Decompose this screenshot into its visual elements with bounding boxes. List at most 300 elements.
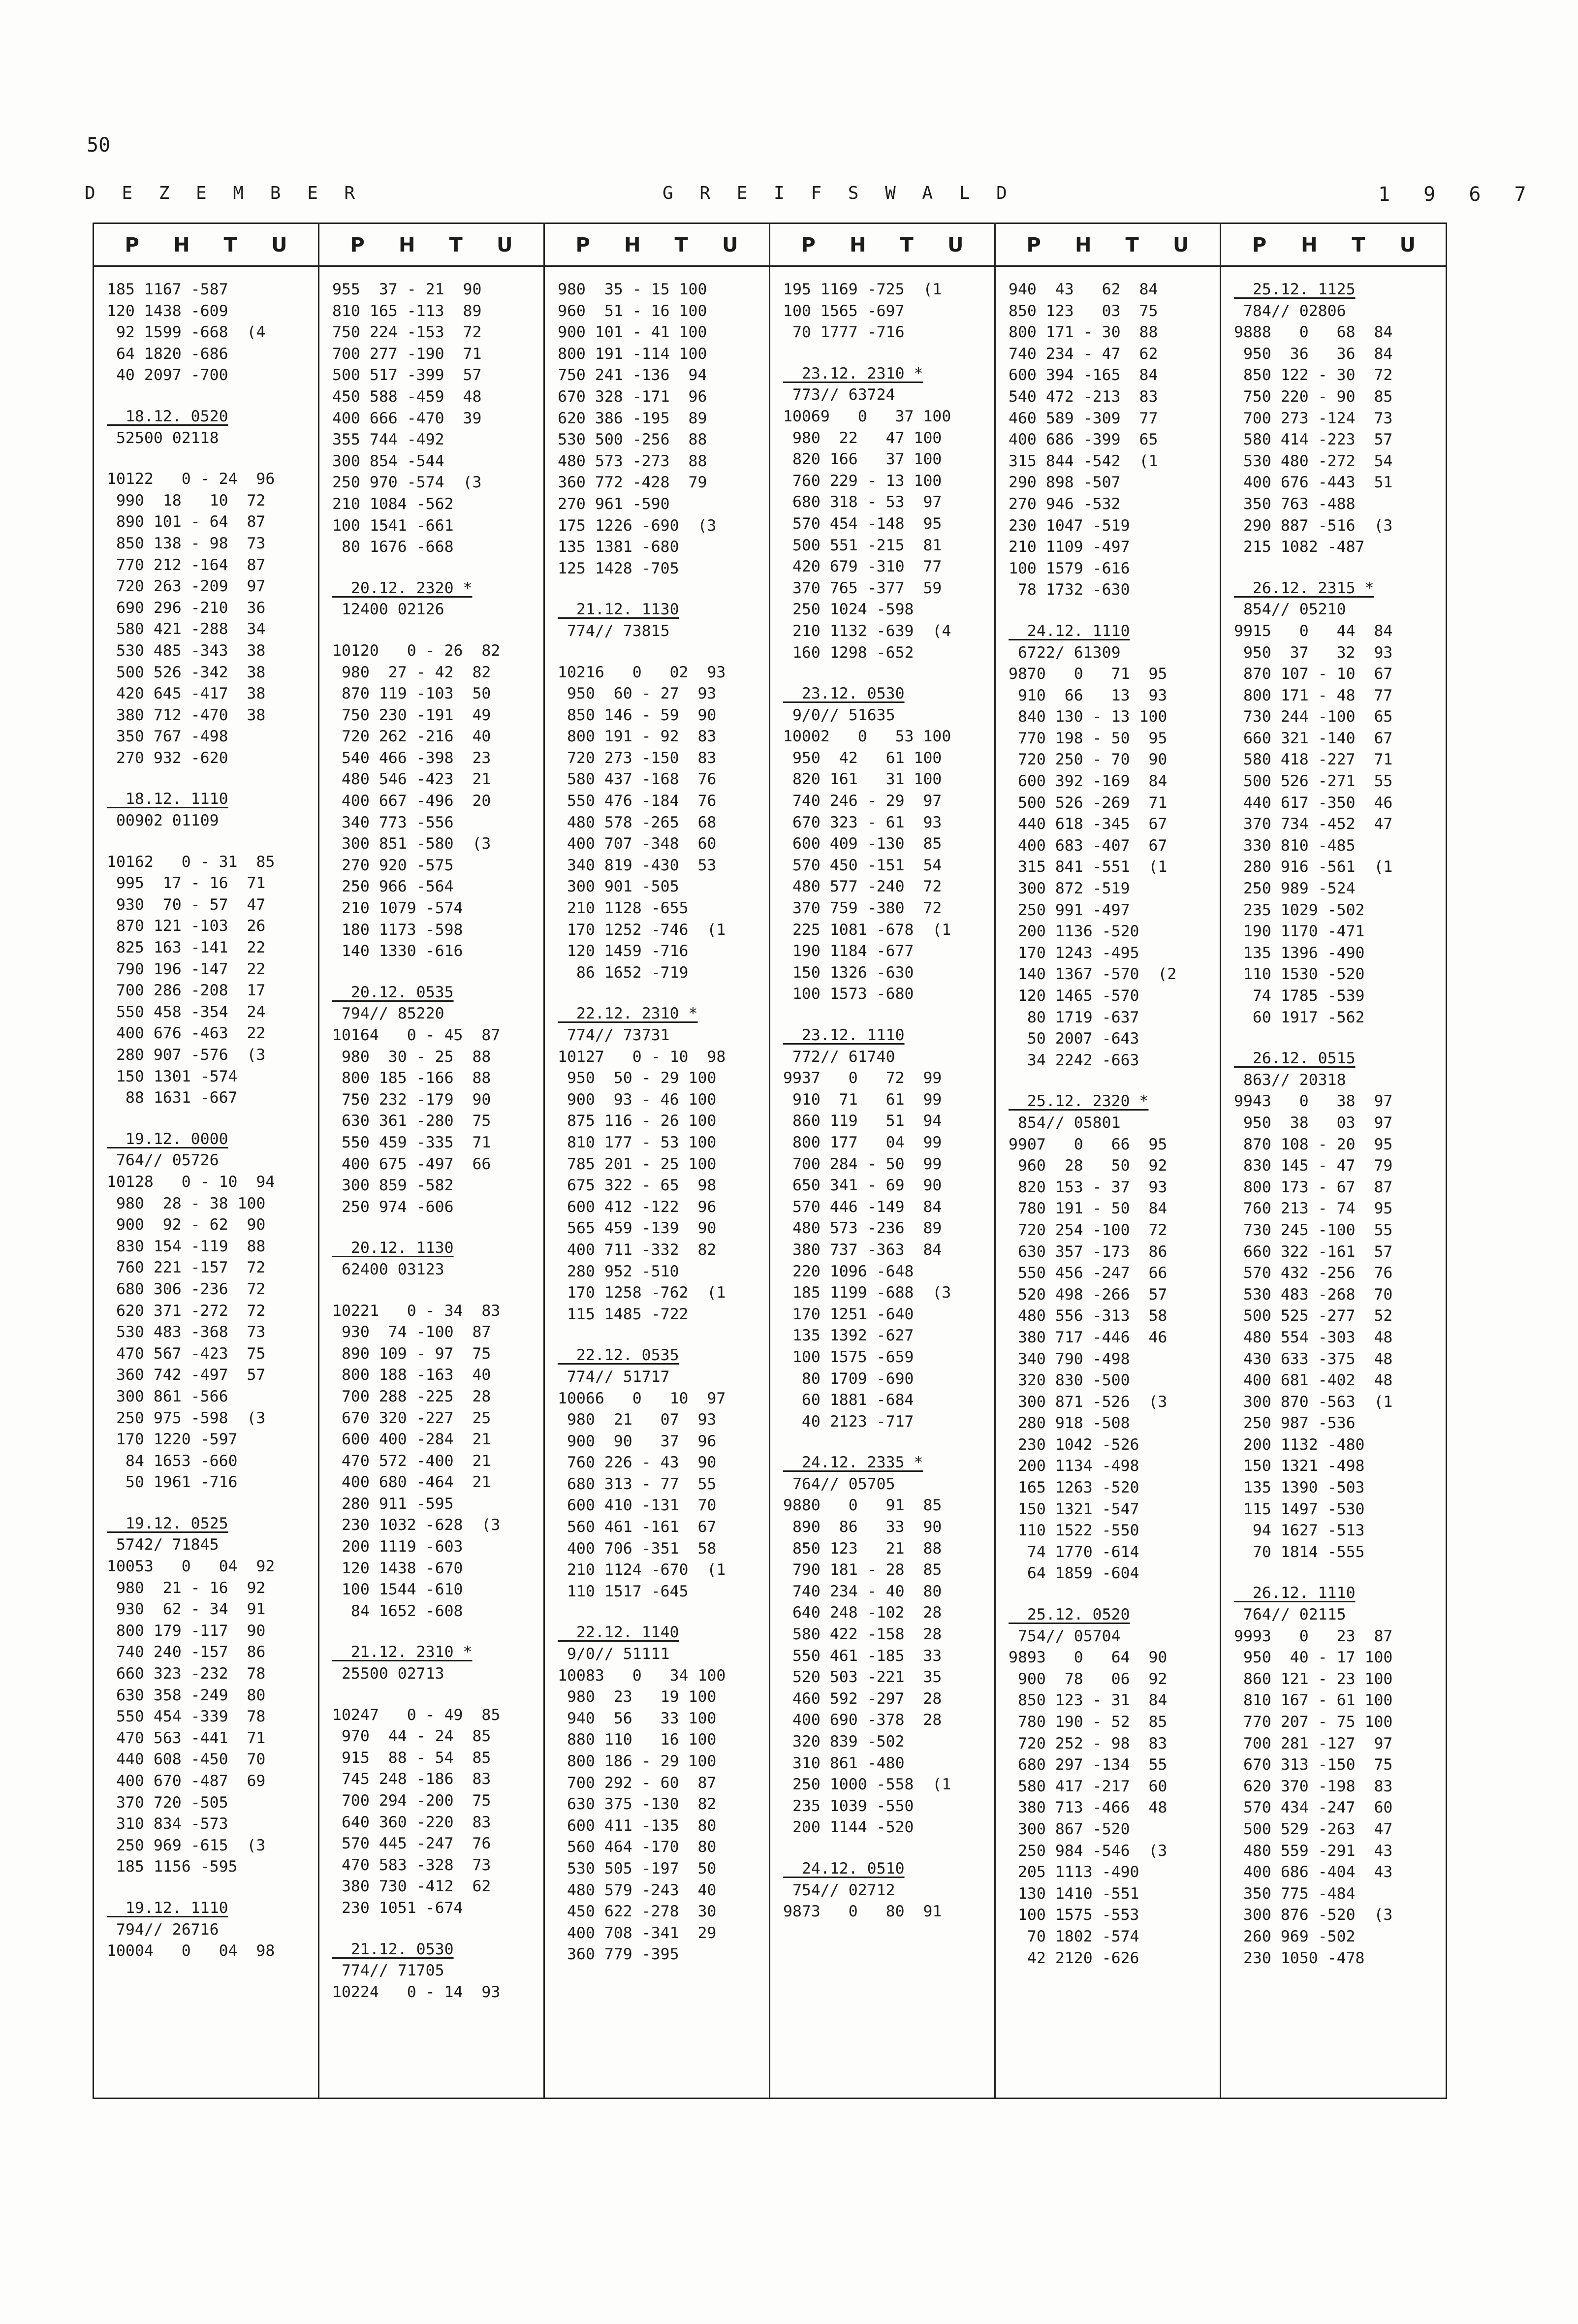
data-row: 125 1428 -705 [558, 559, 679, 577]
data-row: 980 35 - 15 100 [558, 281, 707, 298]
data-row: 740 240 -157 86 [107, 1643, 266, 1661]
data-row: 9880 0 91 85 [783, 1496, 942, 1515]
data-row: 270 932 -620 [107, 749, 228, 767]
data-row: 790 181 - 28 85 [783, 1561, 942, 1579]
data-row: 380 737 -363 84 [783, 1241, 942, 1259]
data-row: 42 2120 -626 [1009, 1949, 1139, 1967]
spacer [770, 664, 994, 683]
data-row: 670 328 -171 96 [558, 387, 707, 406]
data-row: 280 911 -595 [332, 1495, 454, 1513]
data-row: 110 1517 -645 [558, 1582, 689, 1600]
data-row: 200 1134 -498 [1009, 1457, 1139, 1475]
spacer [319, 558, 543, 578]
data-row: 34 2242 -663 [1009, 1051, 1139, 1069]
data-row: 440 618 -345 67 [1009, 815, 1168, 833]
data-row: 115 1485 -722 [558, 1305, 689, 1323]
data-row: 235 1039 -550 [783, 1797, 914, 1815]
data-row: 670 320 -227 25 [332, 1409, 491, 1427]
data-row: 850 123 03 75 [1009, 302, 1158, 320]
data-row: 530 480 -272 54 [1234, 452, 1393, 470]
data-row: 250 991 -497 [1009, 901, 1130, 919]
data-row: 810 165 -113 89 [332, 302, 482, 320]
data-row: 530 483 -268 70 [1234, 1285, 1393, 1304]
data-row: 40 2123 -717 [783, 1412, 914, 1431]
data-row: 400 681 -402 48 [1234, 1371, 1393, 1390]
data-row: 774// 73731 [558, 1026, 670, 1044]
column-header-p: P [350, 234, 365, 256]
data-row: 400 666 -470 39 [332, 409, 482, 427]
data-row: 140 1330 -616 [332, 942, 463, 960]
data-row: 340 773 -556 [332, 813, 454, 831]
data-row: 980 21 - 16 92 [107, 1579, 266, 1597]
data-row: 400 690 -378 28 [783, 1711, 942, 1729]
column-header-labels [770, 234, 994, 256]
data-row: 670 323 - 61 93 [783, 813, 942, 831]
data-row: 170 1220 -597 [107, 1431, 238, 1449]
data-row: 850 122 - 30 72 [1234, 366, 1393, 384]
data-row: 730 244 -100 65 [1234, 708, 1393, 726]
data-row: 470 583 -328 73 [332, 1856, 491, 1874]
data-row: 950 38 03 97 [1234, 1114, 1393, 1132]
spacer [94, 1494, 318, 1513]
column-body [545, 265, 769, 2098]
column-body [1221, 265, 1447, 2098]
data-row: 550 456 -247 66 [1009, 1264, 1168, 1282]
data-row: 580 437 -168 76 [558, 770, 717, 789]
data-row: 530 485 -343 38 [107, 641, 266, 660]
column-header-labels [319, 234, 543, 256]
column-header-u: U [722, 234, 738, 256]
data-row: 580 422 -158 28 [783, 1625, 942, 1644]
data-row: 10120 0 - 26 82 [332, 641, 501, 660]
data-row: 620 386 -195 89 [558, 409, 707, 427]
sounding-date-time: 25.12. 2320 * [1009, 1092, 1149, 1111]
data-row: 170 1243 -495 [1009, 944, 1139, 962]
data-row: 195 1169 -725 (1 [783, 281, 942, 298]
column-header-u: U [1399, 234, 1416, 256]
data-row: 9943 0 38 97 [1234, 1092, 1393, 1111]
data-row: 340 819 -430 53 [558, 856, 717, 874]
data-row: 820 161 31 100 [783, 770, 942, 789]
data-row: 10128 0 - 10 94 [107, 1173, 275, 1191]
spacer [770, 344, 994, 363]
data-row: 78 1732 -630 [1009, 581, 1130, 599]
data-row: 900 92 - 62 90 [107, 1216, 266, 1234]
data-row: 70 1777 -716 [783, 323, 905, 342]
data-row: 370 720 -505 [107, 1793, 228, 1812]
data-row: 860 121 - 23 100 [1234, 1670, 1393, 1688]
data-row: 520 498 -266 57 [1009, 1285, 1168, 1304]
spacer [770, 1005, 994, 1025]
data-row: 135 1381 -680 [558, 538, 679, 556]
data-row: 400 683 -407 67 [1009, 836, 1168, 855]
data-row: 854// 05801 [1009, 1114, 1121, 1132]
data-row: 280 916 -561 (1 [1234, 858, 1393, 876]
data-row: 370 734 -452 47 [1234, 815, 1393, 833]
data-row: 440 617 -350 46 [1234, 794, 1393, 812]
data-row: 900 101 - 41 100 [558, 323, 707, 342]
data-row: 400 708 -341 29 [558, 1924, 717, 1942]
data-row: 950 50 - 29 100 [558, 1069, 717, 1087]
data-row: 774// 73815 [558, 622, 670, 640]
data-row: 230 1047 -519 [1009, 516, 1130, 535]
data-row: 530 505 -197 50 [558, 1859, 717, 1878]
data-row: 94 1627 -513 [1234, 1522, 1365, 1540]
data-row: 25500 02713 [332, 1665, 444, 1683]
data-row: 380 717 -446 46 [1009, 1328, 1168, 1346]
sounding-date-time: 26.12. 2315 * [1234, 579, 1374, 597]
data-row: 310 834 -573 [107, 1815, 228, 1833]
data-row: 630 357 -173 86 [1009, 1242, 1168, 1261]
table-column-1 [94, 224, 319, 2098]
data-row: 830 154 -119 88 [107, 1237, 266, 1255]
data-row: 500 526 -269 71 [1009, 794, 1168, 812]
data-row: 380 713 -466 48 [1009, 1799, 1168, 1817]
data-row: 210 1132 -639 (4 [783, 622, 951, 640]
data-row: 720 252 - 98 83 [1009, 1734, 1168, 1752]
column-body [996, 265, 1220, 2098]
data-row: 880 110 16 100 [558, 1731, 717, 1749]
sounding-date-time: 20.12. 1130 [332, 1239, 454, 1257]
data-row: 380 712 -470 38 [107, 706, 266, 724]
data-row: 460 589 -309 77 [1009, 409, 1158, 427]
data-row: 980 27 - 42 82 [332, 663, 491, 681]
data-row: 580 421 -288 34 [107, 620, 266, 638]
column-header-h: H [624, 234, 641, 256]
data-row: 890 101 - 64 87 [107, 513, 266, 531]
data-row: 550 461 -185 33 [783, 1647, 942, 1665]
table-column-3 [545, 224, 770, 2098]
column-header-labels [94, 234, 318, 256]
data-row: 930 70 - 57 47 [107, 895, 266, 914]
data-row: 330 810 -485 [1234, 836, 1356, 855]
data-row: 460 592 -297 28 [783, 1689, 942, 1708]
data-row: 600 394 -165 84 [1009, 366, 1158, 384]
data-row: 630 361 -280 75 [332, 1112, 491, 1130]
data-row: 900 90 37 96 [558, 1432, 717, 1450]
data-row: 400 670 -487 69 [107, 1772, 266, 1790]
data-row: 80 1676 -668 [332, 538, 454, 556]
column-header-h: H [398, 234, 415, 256]
data-row: 230 1042 -526 [1009, 1435, 1139, 1454]
data-row: 764// 05705 [783, 1475, 895, 1493]
sounding-date-time: 18.12. 0520 [107, 407, 228, 425]
data-row: 80 1709 -690 [783, 1369, 914, 1388]
data-row: 50 2007 -643 [1009, 1030, 1139, 1048]
data-row: 350 763 -488 [1234, 495, 1356, 513]
data-row: 854// 05210 [1234, 601, 1346, 619]
column-body [319, 265, 543, 2098]
data-row: 210 1124 -670 (1 [558, 1561, 726, 1579]
data-row: 120 1459 -716 [558, 942, 689, 960]
spacer [545, 984, 769, 1003]
data-row: 185 1167 -587 [107, 281, 228, 298]
data-row: 780 190 - 52 85 [1009, 1713, 1168, 1731]
sounding-date-time: 20.12. 0535 [332, 983, 454, 1001]
table-column-2 [319, 224, 545, 2098]
data-row: 430 633 -375 48 [1234, 1350, 1393, 1368]
data-row: 570 446 -149 84 [783, 1198, 942, 1216]
data-row: 74 1785 -539 [1234, 987, 1365, 1005]
data-row: 950 36 36 84 [1234, 345, 1393, 363]
data-row: 995 17 - 16 71 [107, 874, 266, 892]
data-row: 300 867 -520 [1009, 1820, 1130, 1838]
data-row: 640 360 -220 83 [332, 1813, 491, 1831]
data-row: 400 706 -351 58 [558, 1539, 717, 1558]
data-row: 5742/ 71845 [107, 1536, 219, 1554]
data-row: 170 1252 -746 (1 [558, 921, 726, 939]
data-row: 120 1438 -609 [107, 302, 228, 320]
data-row: 100 1541 -661 [332, 516, 454, 535]
data-row: 760 213 - 74 95 [1234, 1200, 1393, 1218]
data-row: 400 707 -348 60 [558, 835, 717, 853]
data-row: 500 529 -263 47 [1234, 1820, 1393, 1838]
spacer [94, 1878, 318, 1898]
data-row: 940 43 62 84 [1009, 281, 1158, 298]
data-row: 360 772 -428 79 [558, 474, 707, 492]
data-row: 400 686 -399 65 [1009, 431, 1158, 449]
spacer [996, 601, 1220, 621]
data-row: 720 262 -216 40 [332, 728, 491, 746]
data-row: 92 1599 -668 (4 [107, 323, 266, 342]
data-row: 470 572 -400 21 [332, 1452, 491, 1470]
column-body [770, 265, 994, 2098]
data-row: 700 281 -127 97 [1234, 1734, 1393, 1752]
data-row: 270 946 -532 [1009, 495, 1121, 513]
data-row: 700 292 - 60 87 [558, 1774, 717, 1792]
data-row: 910 66 13 93 [1009, 686, 1168, 704]
data-row: 830 145 - 47 79 [1234, 1157, 1393, 1175]
data-row: 850 146 - 59 90 [558, 706, 717, 724]
data-row: 670 313 -150 75 [1234, 1756, 1393, 1774]
spacer [545, 1325, 769, 1345]
data-row: 88 1631 -667 [107, 1089, 238, 1107]
data-row: 750 220 - 90 85 [1234, 387, 1393, 406]
data-row: 930 74 -100 87 [332, 1323, 491, 1341]
data-row: 630 375 -130 82 [558, 1795, 717, 1814]
data-row: 190 1170 -471 [1234, 923, 1365, 941]
data-row: 120 1438 -670 [332, 1559, 463, 1577]
data-row: 400 676 -443 51 [1234, 474, 1393, 492]
data-row: 480 573 -236 89 [783, 1219, 942, 1238]
column-header-p: P [575, 234, 590, 256]
spacer [319, 621, 543, 640]
data-row: 210 1128 -655 [558, 899, 689, 918]
data-row: 300 861 -566 [107, 1387, 228, 1405]
data-row: 130 1410 -551 [1009, 1884, 1139, 1903]
data-row: 300 872 -519 [1009, 880, 1130, 898]
data-row: 690 296 -210 36 [107, 599, 266, 617]
data-row: 10053 0 04 92 [107, 1558, 275, 1576]
data-row: 280 952 -510 [558, 1262, 679, 1280]
data-row: 9893 0 64 90 [1009, 1649, 1168, 1667]
data-row: 915 88 - 54 85 [332, 1749, 491, 1767]
data-row: 570 450 -151 54 [783, 856, 942, 874]
data-row: 250 1024 -598 [783, 601, 914, 619]
column-header-u: U [496, 234, 513, 256]
sounding-date-time: 24.12. 1110 [1009, 622, 1130, 640]
column-header-t: T [449, 234, 463, 256]
data-row: 355 744 -492 [332, 431, 444, 449]
data-row: 370 759 -380 72 [783, 899, 942, 918]
data-row: 450 588 -459 48 [332, 387, 482, 406]
data-row: 250 989 -524 [1234, 880, 1356, 898]
data-row: 580 417 -217 60 [1009, 1777, 1168, 1795]
data-row: 340 790 -498 [1009, 1350, 1130, 1368]
data-row: 530 483 -368 73 [107, 1323, 266, 1341]
data-row: 00902 01109 [107, 812, 219, 830]
sounding-date-time: 21.12. 1130 [558, 601, 679, 619]
data-row: 550 454 -339 78 [107, 1708, 266, 1726]
data-row: 60 1881 -684 [783, 1391, 914, 1409]
data-row: 185 1156 -595 [107, 1858, 238, 1876]
data-row: 770 198 - 50 95 [1009, 729, 1168, 747]
column-header-t: T [1352, 234, 1365, 256]
data-row: 100 1565 -697 [783, 302, 905, 320]
data-row: 620 370 -198 83 [1234, 1777, 1393, 1795]
data-row: 150 1321 -498 [1234, 1457, 1365, 1475]
data-row: 785 201 - 25 100 [558, 1155, 717, 1173]
data-row: 205 1113 -490 [1009, 1863, 1139, 1881]
data-row: 750 230 -191 49 [332, 706, 491, 724]
data-row: 960 28 50 92 [1009, 1157, 1168, 1175]
sounding-date-time: 26.12. 1110 [1234, 1584, 1356, 1602]
data-row: 9870 0 71 95 [1009, 665, 1168, 683]
data-row: 680 318 - 53 97 [783, 493, 942, 511]
column-header-h: H [1074, 234, 1092, 256]
data-row: 180 1173 -598 [332, 921, 463, 939]
data-row: 870 121 -103 26 [107, 917, 266, 935]
sounding-date-time: 24.12. 2335 * [783, 1454, 923, 1472]
spacer [545, 1602, 769, 1622]
data-row: 70 1814 -555 [1234, 1543, 1365, 1561]
data-row: 794// 85220 [332, 1005, 444, 1023]
data-row: 300 876 -520 (3 [1234, 1906, 1393, 1924]
data-row: 570 454 -148 95 [783, 514, 942, 533]
data-row: 220 1096 -648 [783, 1262, 914, 1280]
data-row: 810 177 - 53 100 [558, 1133, 717, 1151]
data-row: 135 1392 -627 [783, 1327, 914, 1345]
data-row: 200 1119 -603 [332, 1538, 463, 1556]
spacer [545, 642, 769, 662]
data-row: 794// 26716 [107, 1920, 219, 1939]
data-row: 60 1917 -562 [1234, 1008, 1365, 1026]
data-row: 540 466 -398 23 [332, 749, 491, 767]
data-row: 774// 71705 [332, 1962, 444, 1980]
data-row: 480 559 -291 43 [1234, 1842, 1393, 1860]
data-row: 280 907 -576 (3 [107, 1046, 266, 1064]
data-row: 320 839 -502 [783, 1733, 905, 1751]
spacer [770, 1839, 994, 1858]
data-row: 470 567 -423 75 [107, 1344, 266, 1363]
data-row: 270 961 -590 [558, 495, 670, 513]
page-number: 50 [87, 134, 111, 157]
spacer [1221, 558, 1447, 578]
data-row: 9937 0 72 99 [783, 1069, 942, 1087]
data-row: 170 1258 -762 (1 [558, 1284, 726, 1302]
data-row: 140 1367 -570 (2 [1009, 965, 1177, 984]
data-row: 900 78 06 92 [1009, 1670, 1168, 1688]
column-header-t: T [900, 234, 914, 256]
data-row: 550 476 -184 76 [558, 792, 717, 810]
data-row: 480 546 -423 21 [332, 770, 491, 789]
station-heading: G R E I F S W A L D [663, 183, 1015, 203]
data-row: 210 1109 -497 [1009, 538, 1130, 556]
data-row: 250 1000 -558 (1 [783, 1776, 951, 1794]
data-row: 900 93 - 46 100 [558, 1090, 717, 1109]
sounding-date-time: 19.12. 1110 [107, 1899, 228, 1917]
data-row: 250 970 -574 (3 [332, 474, 482, 492]
data-row: 600 392 -169 84 [1009, 772, 1168, 791]
data-row: 680 297 -134 55 [1009, 1756, 1168, 1774]
data-row: 750 241 -136 94 [558, 366, 707, 384]
data-row: 380 730 -412 62 [332, 1878, 491, 1896]
data-row: 200 1136 -520 [1009, 923, 1139, 941]
data-row: 310 861 -480 [783, 1754, 905, 1772]
data-row: 980 22 47 100 [783, 429, 942, 447]
data-row: 840 130 - 13 100 [1009, 708, 1168, 726]
data-row: 300 901 -505 [558, 878, 679, 896]
data-row: 10164 0 - 45 87 [332, 1026, 501, 1044]
data-row: 12400 02126 [332, 601, 444, 619]
data-row: 910 71 61 99 [783, 1090, 942, 1109]
data-row: 630 358 -249 80 [107, 1686, 266, 1704]
data-row: 955 37 - 21 90 [332, 281, 482, 298]
data-row: 100 1575 -553 [1009, 1906, 1139, 1924]
data-row: 754// 05704 [1009, 1627, 1121, 1645]
data-row: 315 841 -551 (1 [1009, 858, 1168, 876]
data-row: 300 870 -563 (1 [1234, 1393, 1393, 1411]
data-row: 370 765 -377 59 [783, 579, 942, 597]
sounding-table [93, 223, 1447, 2099]
data-row: 120 1465 -570 [1009, 987, 1139, 1005]
data-row: 250 984 -546 (3 [1009, 1842, 1168, 1860]
data-row: 360 742 -497 57 [107, 1366, 266, 1384]
data-row: 740 234 - 40 80 [783, 1582, 942, 1600]
data-row: 64 1820 -686 [107, 345, 228, 363]
data-row: 9/0// 51635 [783, 706, 895, 724]
column-header-p: P [125, 234, 139, 256]
data-row: 740 234 - 47 62 [1009, 345, 1158, 363]
data-row: 62400 03123 [332, 1260, 444, 1278]
spacer [319, 962, 543, 982]
data-row: 700 284 - 50 99 [783, 1155, 942, 1173]
sounding-date-time: 25.12. 1125 [1234, 281, 1356, 298]
data-row: 800 185 -166 88 [332, 1069, 491, 1087]
data-row: 400 686 -404 43 [1234, 1863, 1393, 1881]
data-row: 875 116 - 26 100 [558, 1112, 717, 1130]
data-row: 9873 0 80 91 [783, 1903, 942, 1921]
data-row: 850 123 21 88 [783, 1539, 942, 1558]
data-row: 730 245 -100 55 [1234, 1221, 1393, 1239]
data-row: 350 767 -498 [107, 728, 228, 746]
spacer [319, 1622, 543, 1642]
data-row: 620 371 -272 72 [107, 1302, 266, 1320]
data-row: 250 975 -598 (3 [107, 1409, 266, 1427]
column-header-t: T [674, 234, 688, 256]
data-row: 250 987 -536 [1234, 1414, 1356, 1433]
data-row: 770 212 -164 87 [107, 556, 266, 574]
column-header-p: P [1026, 234, 1041, 256]
data-row: 480 556 -313 58 [1009, 1307, 1168, 1325]
data-row: 740 246 - 29 97 [783, 792, 942, 810]
data-row: 520 503 -221 35 [783, 1668, 942, 1687]
data-row: 675 322 - 65 98 [558, 1177, 717, 1195]
data-row: 720 263 -209 97 [107, 577, 266, 596]
table-column-6 [1221, 224, 1447, 2098]
data-row: 290 887 -516 (3 [1234, 516, 1393, 535]
data-row: 800 191 - 92 83 [558, 728, 717, 746]
